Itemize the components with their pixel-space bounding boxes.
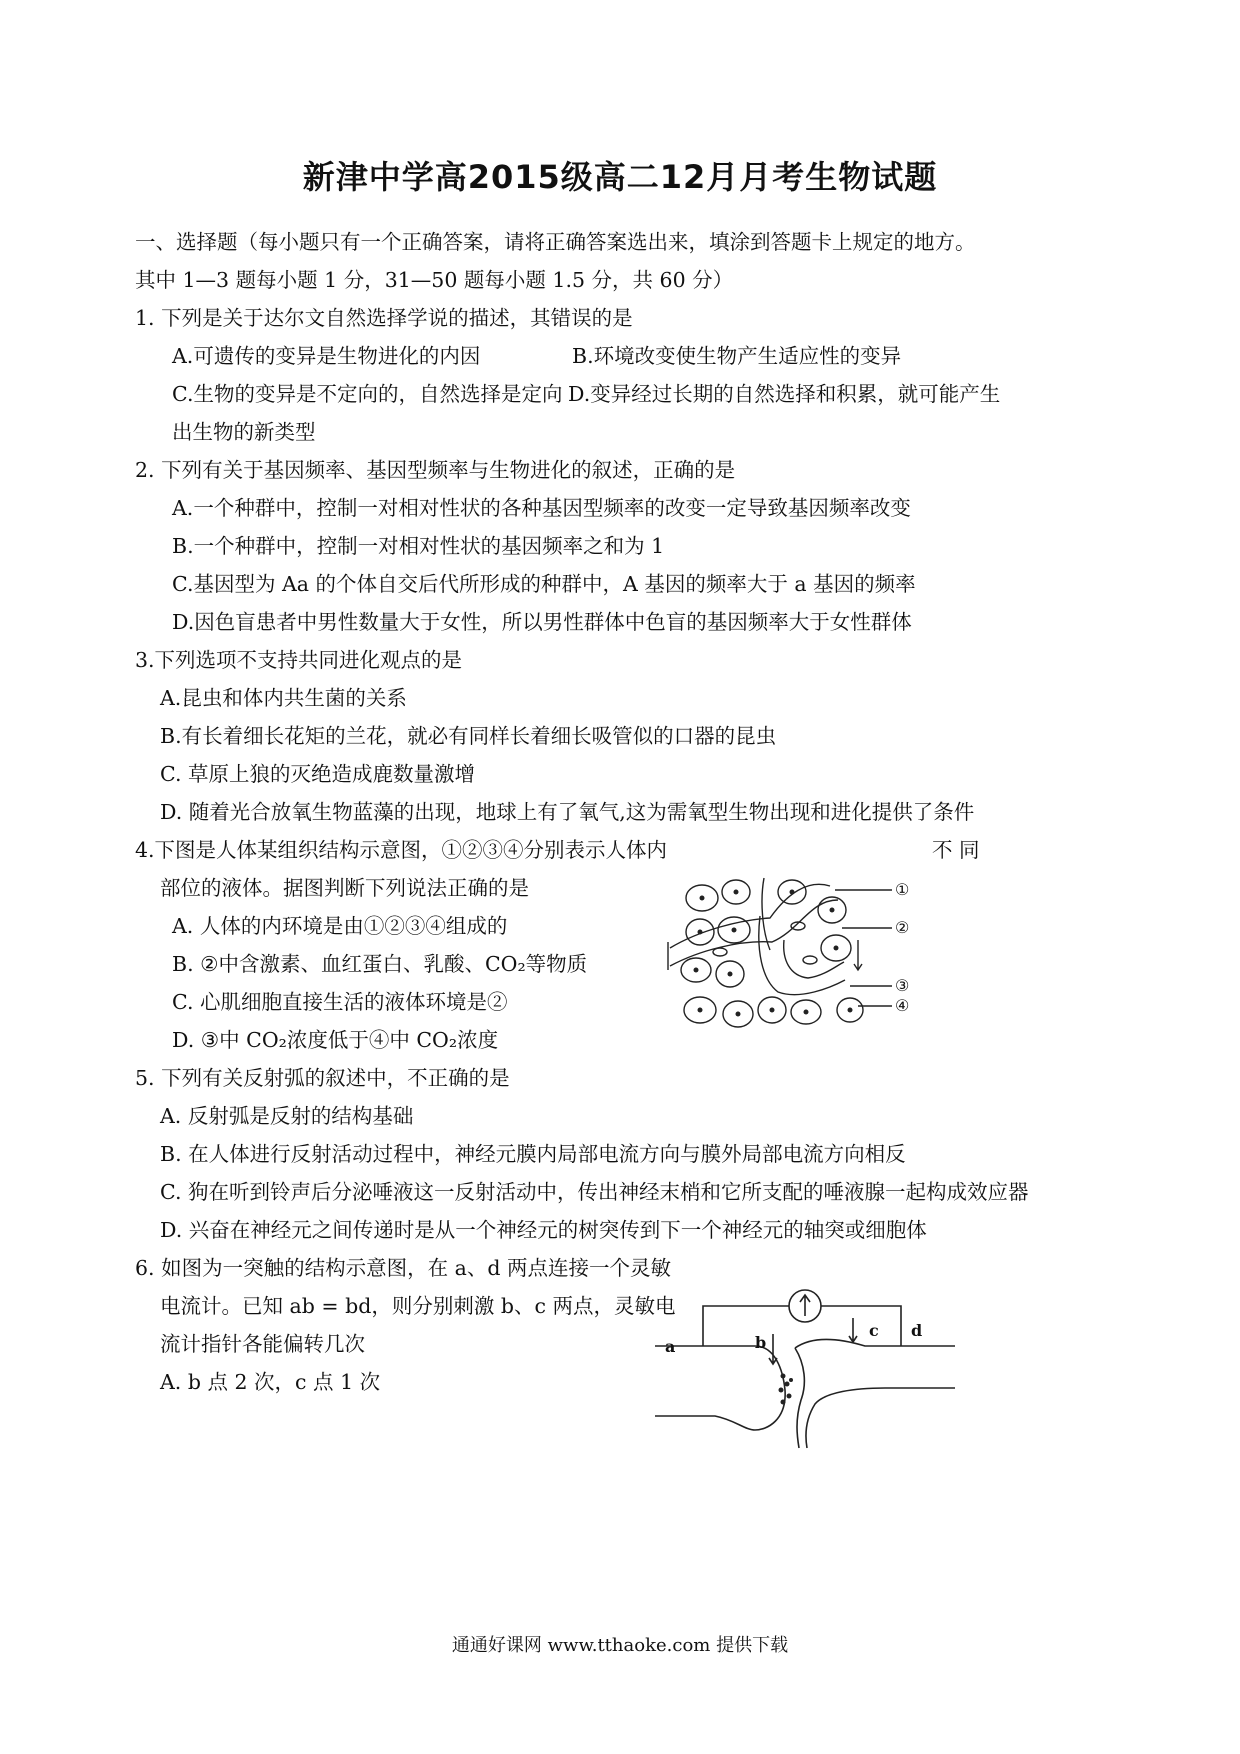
q6-stem: 6. 如图为一突触的结构示意图，在 a、d 两点连接一个灵敏 xyxy=(135,1256,671,1280)
instructions-line-2: 其中 1—3 题每小题 1 分，31—50 题每小题 1.5 分，共 60 分） xyxy=(135,268,734,292)
q4-option-b: B. ②中含激素、血红蛋白、乳酸、CO₂等物质 xyxy=(172,952,588,976)
q5-option-c: C. 狗在听到铃声后分泌唾液这一反射活动中，传出神经末梢和它所支配的唾液腺一起构成效应器 xyxy=(160,1180,1029,1204)
synapse-figure xyxy=(655,1280,955,1450)
q3-option-c: C. 草原上狼的灭绝造成鹿数量激增 xyxy=(160,762,475,786)
figure-label-3: ③ xyxy=(895,976,910,995)
blood-cell xyxy=(713,948,727,956)
blood-cell xyxy=(803,956,817,964)
q1-option-b: B.环境改变使生物产生适应性的变异 xyxy=(572,344,902,368)
q1-option-d: D.变异经过长期的自然选择和积累，就可能产生 xyxy=(568,382,1001,406)
label-d: d xyxy=(911,1321,923,1340)
label-b: b xyxy=(755,1333,767,1352)
postsynaptic-neuron xyxy=(795,1339,955,1348)
electrode-wire-a xyxy=(703,1306,789,1346)
q1-stem: 1. 下列是关于达尔文自然选择学说的描述，其错误的是 xyxy=(135,306,633,330)
page-title: 新津中学高2015级高二12月月考生物试题 xyxy=(302,158,938,196)
instructions-line-1: 一、选择题（每小题只有一个正确答案，请将正确答案选出来，填涂到答题卡上规定的地方。 xyxy=(135,230,976,254)
stimulus-arrow-b xyxy=(769,1334,777,1364)
galvanometer-needle xyxy=(800,1295,810,1316)
flow-arrow xyxy=(854,940,862,970)
q2-option-d: D.因色盲患者中男性数量大于女性，所以男性群体中色盲的基因频率大于女性群体 xyxy=(172,610,912,634)
q5-option-a: A. 反射弧是反射的结构基础 xyxy=(160,1104,414,1128)
figure-label-1: ① xyxy=(895,880,910,899)
q3-option-a: A.昆虫和体内共生菌的关系 xyxy=(160,686,407,710)
q2-option-a: A.一个种群中，控制一对相对性状的各种基因型频率的改变一定导致基因频率改变 xyxy=(172,496,911,520)
tissue-structure-figure xyxy=(660,870,920,1040)
postsynaptic-neuron xyxy=(806,1388,955,1448)
q2-option-c: C.基因型为 Aa 的个体自交后代所形成的种群中，A 基因的频率大于 a 基因的频率 xyxy=(172,572,916,596)
q2-stem: 2. 下列有关于基因频率、基因型频率与生物进化的叙述，正确的是 xyxy=(135,458,736,482)
q1-option-c: C.生物的变异是不定向的，自然选择是定向 xyxy=(172,382,563,406)
q3-option-b: B.有长着细长花矩的兰花，就必有同样长着细长吸管似的口器的昆虫 xyxy=(160,724,777,748)
q4-stem-tail: 不 同 xyxy=(932,838,980,862)
q2-option-b: B.一个种群中，控制一对相对性状的基因频率之和为 1 xyxy=(172,534,665,558)
page-footer: 通通好课网 www.tthaoke.com 提供下载 xyxy=(451,1635,789,1656)
q4-option-a: A. 人体的内环境是由①②③④组成的 xyxy=(172,914,508,938)
capillary-wall xyxy=(759,916,845,995)
q4-option-c: C. 心肌细胞直接生活的液体环境是② xyxy=(172,990,508,1014)
q3-option-d: D. 随着光合放氧生物蓝藻的出现，地球上有了氧气,这为需氧型生物出现和进化提供了条件 xyxy=(160,800,975,824)
q6-option-a: A. b 点 2 次，c 点 1 次 xyxy=(160,1370,381,1394)
postsynaptic-cleft xyxy=(795,1348,804,1448)
capillary-wall xyxy=(784,940,844,978)
q5-option-d: D. 兴奋在神经元之间传递时是从一个神经元的树突传到下一个神经元的轴突或细胞体 xyxy=(160,1218,927,1242)
label-c: c xyxy=(869,1321,879,1340)
q6-stem-cont: 电流计。已知 ab = bd，则分别刺激 b、c 两点，灵敏电 xyxy=(160,1294,676,1318)
q1-option-a: A.可遗传的变异是生物进化的内因 xyxy=(172,344,481,368)
figure-label-2: ② xyxy=(895,918,910,937)
q5-stem: 5. 下列有关反射弧的叙述中，不正确的是 xyxy=(135,1066,510,1090)
stimulus-arrow-c xyxy=(849,1318,857,1342)
q4-option-d: D. ③中 CO₂浓度低于④中 CO₂浓度 xyxy=(172,1028,499,1052)
figure-label-4: ④ xyxy=(895,996,910,1015)
q6-stem-cont2: 流计指针各能偏转几次 xyxy=(160,1332,365,1356)
q3-stem: 3.下列选项不支持共同进化观点的是 xyxy=(135,648,463,672)
q1-option-d-cont: 出生物的新类型 xyxy=(172,420,316,444)
lymph-vessel xyxy=(762,878,770,950)
presynaptic-axon xyxy=(655,1346,785,1430)
label-a: a xyxy=(665,1337,676,1356)
q4-stem: 4.下图是人体某组织结构示意图，①②③④分别表示人体内 xyxy=(135,838,668,862)
q4-stem-cont: 部位的液体。据图判断下列说法正确的是 xyxy=(160,876,529,900)
q5-option-b: B. 在人体进行反射活动过程中，神经元膜内局部电流方向与膜外局部电流方向相反 xyxy=(160,1142,906,1166)
